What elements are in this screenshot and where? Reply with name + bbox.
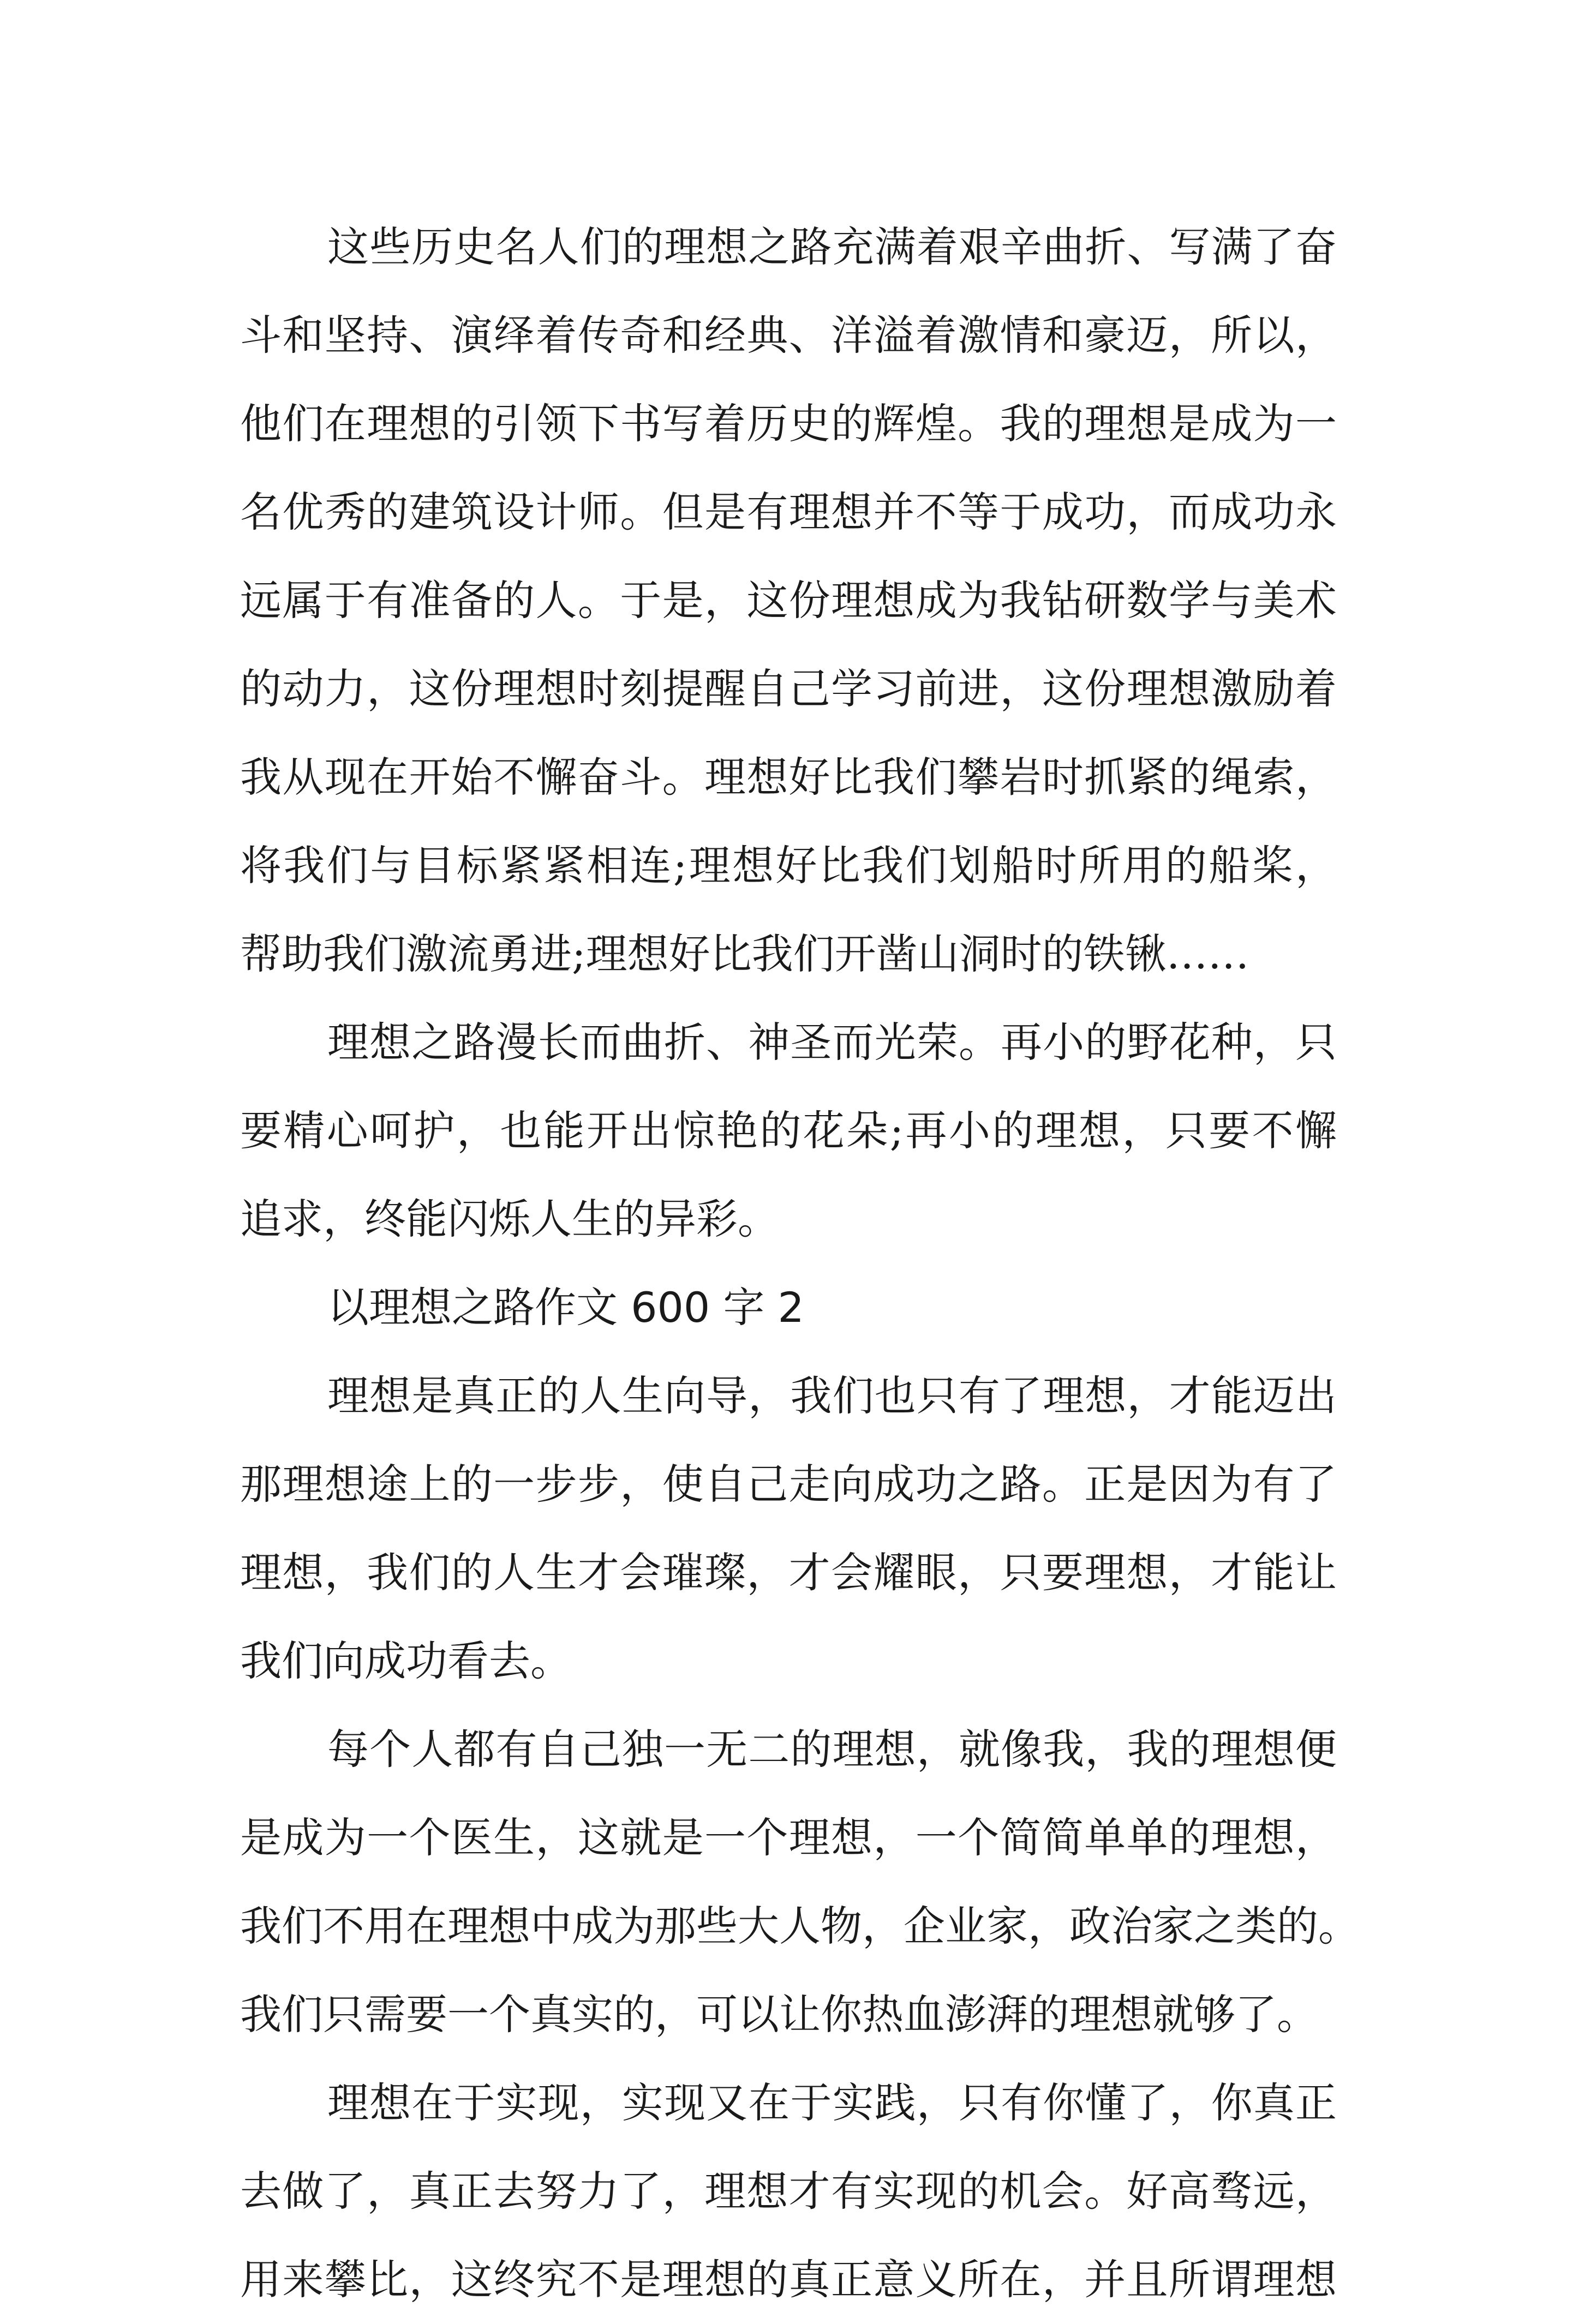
section-heading xyxy=(240,1263,1337,1352)
heading-text: 以理想之路作文 600 字 2 xyxy=(327,1283,804,1332)
paragraph xyxy=(240,1705,1360,2059)
text-line: 这些历史名人们的理想之路充满着艰辛曲折、写满了奋 xyxy=(327,223,1337,271)
paragraph xyxy=(240,2059,1337,2324)
text-line: 理想是真正的人生向导，我们也只有了理想，才能迈出 xyxy=(327,1371,1337,1420)
text-line: 那理想途上的一步步，使自己走向成功之路。正是因为有了 xyxy=(240,1460,1337,1508)
text-line: 我从现在开始不懈奋斗。理想好比我们攀岩时抓紧的绳索， xyxy=(240,753,1337,801)
paragraph xyxy=(240,203,1337,998)
text-line: 将我们与目标紧紧相连;理想好比我们划船时所用的船桨， xyxy=(240,841,1337,890)
text-line: 理想在于实现，实现又在于实践，只有你懂了，你真正 xyxy=(327,2079,1337,2127)
text-line: 远属于有准备的人。于是，这份理想成为我钻研数学与美术 xyxy=(240,576,1337,625)
text-line: 他们在理想的引领下书写着历史的辉煌。我的理想是成为一 xyxy=(240,399,1337,448)
document-page xyxy=(240,203,1360,2324)
text-line: 我们向成功看去。 xyxy=(240,1637,572,1685)
text-line: 斗和坚持、演绎着传奇和经典、洋溢着激情和豪迈，所以， xyxy=(240,311,1337,360)
text-line: 理想之路漫长而曲折、神圣而光荣。再小的野花种，只 xyxy=(327,1018,1337,1067)
text-line: 帮助我们激流勇进;理想好比我们开凿山洞时的铁锹…… xyxy=(240,930,1249,978)
text-line: 名优秀的建筑设计师。但是有理想并不等于成功，而成功永 xyxy=(240,488,1337,536)
text-line: 用来攀比，这终究不是理想的真正意义所在，并且所谓理想 xyxy=(240,2255,1337,2304)
text-line: 我们不用在理想中成为那些大人物，企业家，政治家之类的。 xyxy=(240,1902,1360,1950)
text-line: 的动力，这份理想时刻提醒自己学习前进，这份理想激励着 xyxy=(240,664,1337,713)
text-line: 要精心呵护，也能开出惊艳的花朵;再小的理想，只要不懈 xyxy=(240,1106,1337,1155)
text-line: 追求，终能闪烁人生的异彩。 xyxy=(240,1195,779,1243)
text-line: 每个人都有自己独一无二的理想，就像我，我的理想便 xyxy=(327,1725,1337,1774)
text-line: 去做了，真正去努力了，理想才有实现的机会。好高骛远， xyxy=(240,2167,1337,2215)
paragraph xyxy=(240,1352,1337,1705)
text-line: 是成为一个医生，这就是一个理想，一个简简单单的理想， xyxy=(240,1813,1337,1862)
paragraph xyxy=(240,998,1337,1263)
text-line: 理想，我们的人生才会璀璨，才会耀眼，只要理想，才能让 xyxy=(240,1548,1337,1597)
text-line: 我们只需要一个真实的，可以让你热血澎湃的理想就够了。 xyxy=(240,1990,1318,2039)
